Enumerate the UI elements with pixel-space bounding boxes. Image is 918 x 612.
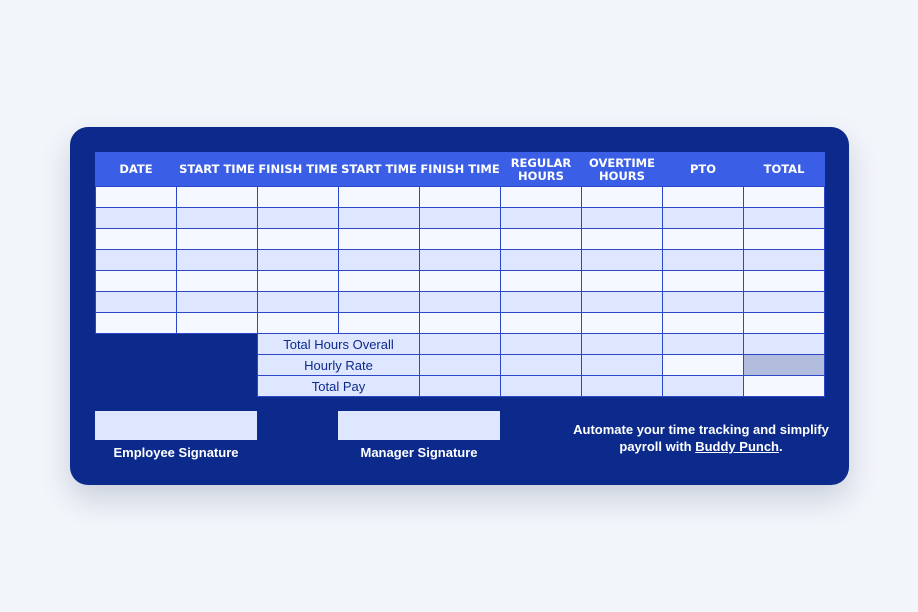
- summary-spacer: [96, 355, 177, 376]
- table-cell[interactable]: [582, 250, 663, 271]
- summary-spacer: [177, 355, 258, 376]
- header-start-time-2: START TIME: [339, 153, 420, 187]
- table-cell[interactable]: [258, 271, 339, 292]
- table-cell[interactable]: [258, 250, 339, 271]
- hourly-rate-label: Hourly Rate: [258, 355, 420, 376]
- table-cell[interactable]: [339, 187, 420, 208]
- table-cell[interactable]: [582, 271, 663, 292]
- manager-signature-field[interactable]: [338, 411, 500, 440]
- table-cell[interactable]: [420, 187, 501, 208]
- table-cell[interactable]: [177, 187, 258, 208]
- summary-spacer: [96, 376, 177, 397]
- table-cell[interactable]: [744, 313, 825, 334]
- header-row: [96, 153, 825, 187]
- hourly-rate-cell[interactable]: [582, 355, 663, 376]
- header-pto: PTO: [663, 153, 744, 187]
- table-cell[interactable]: [744, 271, 825, 292]
- table-row: [96, 292, 825, 313]
- table-cell[interactable]: [96, 271, 177, 292]
- table-cell[interactable]: [177, 271, 258, 292]
- total-hours-cell[interactable]: [744, 334, 825, 355]
- table-cell[interactable]: [501, 271, 582, 292]
- table-cell[interactable]: [501, 187, 582, 208]
- table-cell[interactable]: [744, 229, 825, 250]
- table-cell[interactable]: [258, 292, 339, 313]
- table-cell[interactable]: [177, 250, 258, 271]
- header-finish-time-1: FINISH TIME: [258, 153, 339, 187]
- table-cell[interactable]: [177, 313, 258, 334]
- header-regular-hours: REGULAR HOURS: [501, 153, 582, 187]
- header-date: DATE: [96, 153, 177, 187]
- hourly-rate-cell[interactable]: [420, 355, 501, 376]
- hourly-rate-cell-disabled: [744, 355, 825, 376]
- table-cell[interactable]: [339, 208, 420, 229]
- table-cell[interactable]: [744, 208, 825, 229]
- table-cell[interactable]: [339, 229, 420, 250]
- total-pay-cell[interactable]: [420, 376, 501, 397]
- table-cell[interactable]: [420, 229, 501, 250]
- table-cell[interactable]: [96, 313, 177, 334]
- table-cell[interactable]: [96, 208, 177, 229]
- table-cell[interactable]: [582, 292, 663, 313]
- summary-spacer: [177, 376, 258, 397]
- buddy-punch-link[interactable]: Buddy Punch: [695, 439, 779, 454]
- table-cell[interactable]: [177, 292, 258, 313]
- hourly-rate-cell[interactable]: [501, 355, 582, 376]
- total-pay-label: Total Pay: [258, 376, 420, 397]
- total-hours-row: [96, 334, 825, 355]
- table-cell[interactable]: [582, 187, 663, 208]
- total-hours-cell[interactable]: [501, 334, 582, 355]
- summary-spacer: [96, 334, 177, 355]
- table-cell[interactable]: [339, 271, 420, 292]
- table-cell[interactable]: [96, 187, 177, 208]
- table-cell[interactable]: [663, 292, 744, 313]
- table-cell[interactable]: [582, 313, 663, 334]
- header-overtime-hours: OVERTIME HOURS: [582, 153, 663, 187]
- table-cell[interactable]: [258, 187, 339, 208]
- table-cell[interactable]: [501, 229, 582, 250]
- employee-signature-field[interactable]: [95, 411, 257, 440]
- table-cell[interactable]: [96, 292, 177, 313]
- table-row: [96, 187, 825, 208]
- table-cell[interactable]: [744, 292, 825, 313]
- table-cell[interactable]: [663, 271, 744, 292]
- table-cell[interactable]: [501, 313, 582, 334]
- table-cell[interactable]: [582, 208, 663, 229]
- table-cell[interactable]: [420, 250, 501, 271]
- table-cell[interactable]: [420, 313, 501, 334]
- total-pay-cell[interactable]: [744, 376, 825, 397]
- table-cell[interactable]: [420, 208, 501, 229]
- employee-signature-label: Employee Signature: [113, 445, 239, 460]
- table-cell[interactable]: [177, 208, 258, 229]
- table-cell[interactable]: [339, 292, 420, 313]
- summary-spacer: [177, 334, 258, 355]
- table-cell[interactable]: [96, 229, 177, 250]
- table-row: [96, 229, 825, 250]
- table-cell[interactable]: [96, 250, 177, 271]
- table-cell[interactable]: [663, 313, 744, 334]
- table-cell[interactable]: [663, 187, 744, 208]
- table-cell[interactable]: [663, 208, 744, 229]
- header-finish-time-2: FINISH TIME: [420, 153, 501, 187]
- table-cell[interactable]: [501, 292, 582, 313]
- table-cell[interactable]: [663, 229, 744, 250]
- table-cell[interactable]: [339, 313, 420, 334]
- header-total: TOTAL: [744, 153, 825, 187]
- table-cell[interactable]: [501, 208, 582, 229]
- table-cell[interactable]: [258, 313, 339, 334]
- promo-text-before: Automate your time tracking and simplify payroll with: [573, 422, 829, 454]
- table-cell[interactable]: [420, 271, 501, 292]
- manager-signature-label: Manager Signature: [360, 445, 478, 460]
- table-cell[interactable]: [339, 250, 420, 271]
- table-row: [96, 313, 825, 334]
- table-row: [96, 271, 825, 292]
- table-cell[interactable]: [258, 229, 339, 250]
- total-hours-cell[interactable]: [420, 334, 501, 355]
- total-pay-cell[interactable]: [582, 376, 663, 397]
- timesheet-table: [95, 152, 825, 397]
- table-row: [96, 250, 825, 271]
- table-cell[interactable]: [744, 187, 825, 208]
- promo-text-after: .: [779, 439, 783, 454]
- hourly-rate-cell[interactable]: [663, 355, 744, 376]
- table-cell[interactable]: [582, 229, 663, 250]
- table-row: [96, 208, 825, 229]
- table-cell[interactable]: [663, 250, 744, 271]
- header-start-time-1: START TIME: [177, 153, 258, 187]
- total-pay-row: [96, 376, 825, 397]
- total-pay-cell[interactable]: [501, 376, 582, 397]
- hourly-rate-row: [96, 355, 825, 376]
- table-cell[interactable]: [177, 229, 258, 250]
- total-pay-cell[interactable]: [663, 376, 744, 397]
- total-hours-cell[interactable]: [582, 334, 663, 355]
- total-hours-cell[interactable]: [663, 334, 744, 355]
- table-cell[interactable]: [501, 250, 582, 271]
- table-cell[interactable]: [744, 250, 825, 271]
- table-cell[interactable]: [258, 208, 339, 229]
- table-cell[interactable]: [420, 292, 501, 313]
- total-hours-label: Total Hours Overall: [258, 334, 420, 355]
- promo-text: [566, 421, 836, 455]
